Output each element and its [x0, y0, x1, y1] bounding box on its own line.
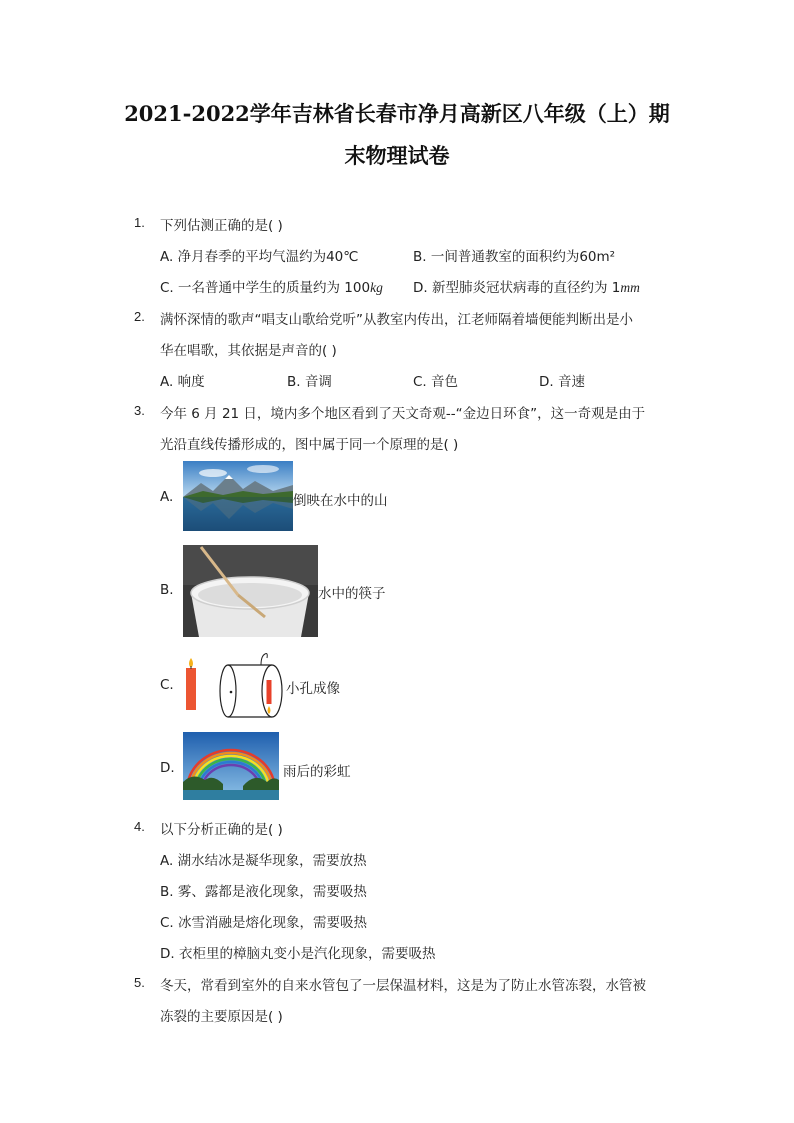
- q2-number: 2.: [134, 309, 145, 324]
- q2-option-d: D. 音速: [539, 374, 585, 390]
- q1-option-c-unit: kg: [370, 280, 383, 295]
- q1-option-c: [160, 276, 383, 296]
- q4-option-b: B. 雾、露都是液化现象，需要吸热: [160, 884, 367, 900]
- q3-option-a-label: A.: [160, 489, 174, 505]
- q3-stem-line1: 今年 6 月 21 日，境内多个地区看到了天文奇观--“金边日环食”，这一奇观是由于: [160, 406, 646, 422]
- q2-stem-line2: 华在唱歌，其依据是声音的( ): [160, 343, 337, 359]
- q5-number: 5.: [134, 975, 145, 990]
- q4-option-c: C. 冰雪消融是熔化现象，需要吸热: [160, 915, 368, 931]
- q3-option-c-label: C.: [160, 677, 174, 693]
- pinhole-camera-image: [183, 650, 288, 720]
- q3-option-d-label: D.: [160, 760, 175, 776]
- chopstick-in-cup-image: [183, 545, 318, 637]
- q3-option-b-label: B.: [160, 582, 174, 598]
- q4-option-d: D. 衣柜里的樟脑丸变小是汽化现象，需要吸热: [160, 946, 436, 962]
- q3-number: 3.: [134, 403, 145, 418]
- q1-option-d: [413, 276, 640, 296]
- q1-stem: 下列估测正确的是( ): [160, 218, 283, 234]
- q4-option-a: A. 湖水结冰是凝华现象，需要放热: [160, 853, 367, 869]
- q1-option-d-unit: mm: [620, 280, 640, 295]
- q1-option-c-text: C. 一名普通中学生的质量约为 100: [160, 280, 371, 296]
- q3-option-b-caption: 水中的筷子: [318, 586, 386, 602]
- q3-option-a-caption: 倒映在水中的山: [293, 493, 388, 509]
- exam-title-line1: 2021-2022学年吉林省长春市净月高新区八年级（上）期: [124, 101, 670, 126]
- q5-stem-line2: 冻裂的主要原因是( ): [160, 1009, 283, 1025]
- q3-option-d-caption: 雨后的彩虹: [283, 764, 351, 780]
- q1-number: 1.: [134, 215, 145, 230]
- q1-option-d-text: D. 新型肺炎冠状病毒的直径约为 1: [413, 280, 621, 296]
- mountain-reflection-image: [183, 461, 293, 531]
- q2-option-a: A. 响度: [160, 374, 205, 390]
- exam-title-line2: 末物理试卷: [344, 143, 450, 168]
- q4-number: 4.: [134, 819, 145, 834]
- rainbow-image: [183, 732, 279, 800]
- q2-option-b: B. 音调: [287, 374, 332, 390]
- q4-stem: 以下分析正确的是( ): [160, 822, 283, 838]
- q2-stem-line1: 满怀深情的歌声“唱支山歌给党听”从教室内传出，江老师隔着墙便能判断出是小: [160, 312, 633, 328]
- q2-option-c: C. 音色: [413, 374, 459, 390]
- q3-option-c-caption: 小孔成像: [286, 681, 340, 697]
- q1-option-b: B. 一间普通教室的面积约为60m²: [413, 249, 616, 265]
- q1-option-a: A. 净月春季的平均气温约为40℃: [160, 249, 359, 265]
- q5-stem-line1: 冬天，常看到室外的自来水管包了一层保温材料，这是为了防止水管冻裂，水管被: [160, 978, 646, 994]
- q3-stem-line2: 光沿直线传播形成的，图中属于同一个原理的是( ): [160, 437, 459, 453]
